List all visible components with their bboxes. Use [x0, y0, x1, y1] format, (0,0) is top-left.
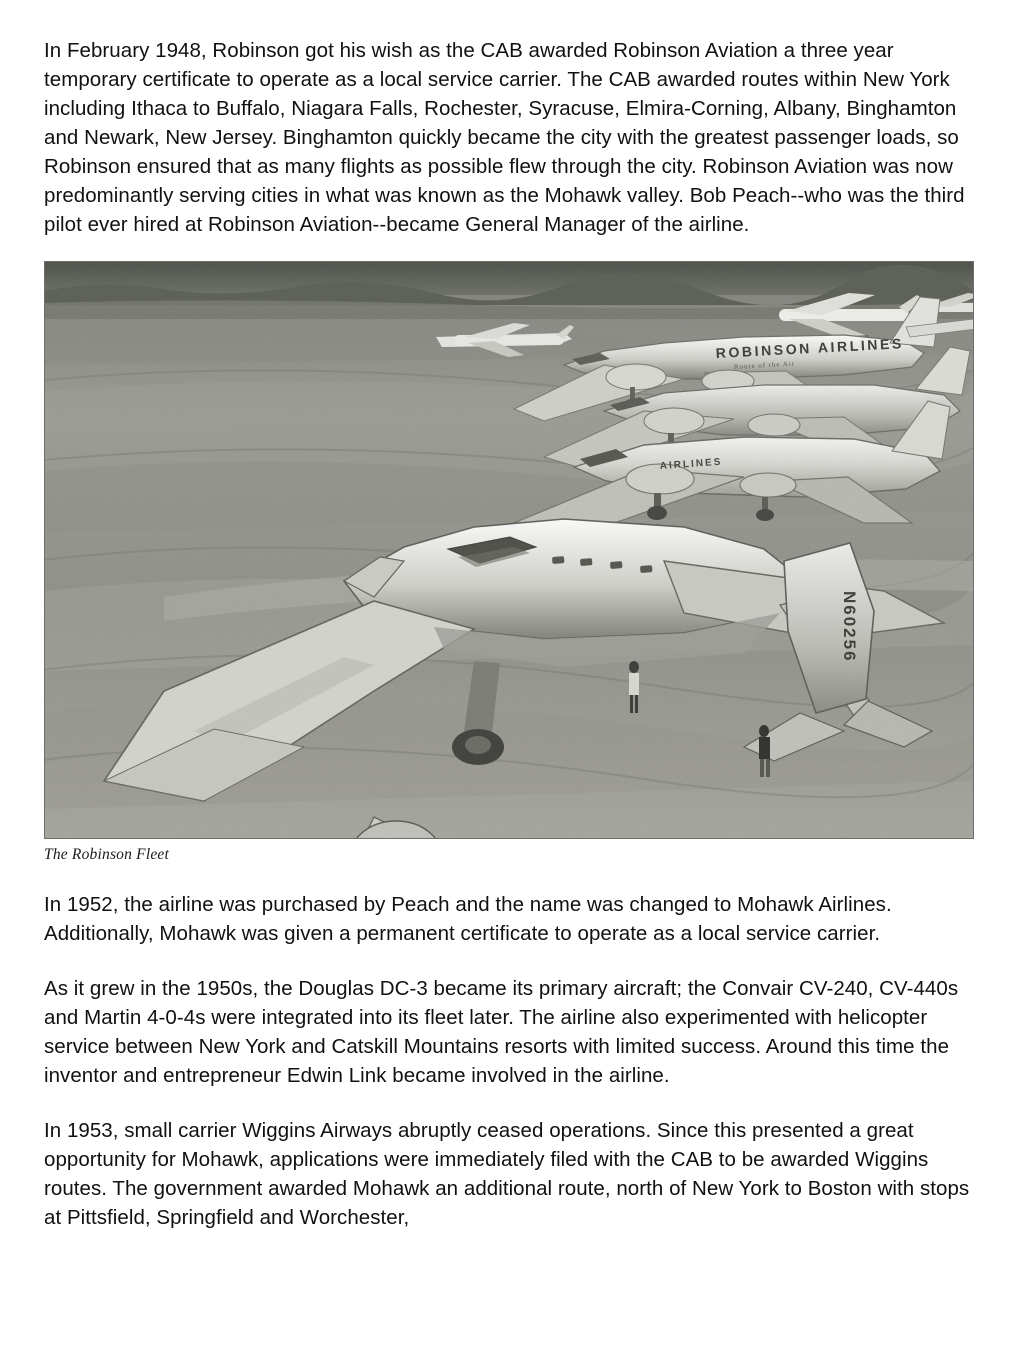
paragraph-1: In February 1948, Robinson got his wish as the CAB awarded Robinson Aviation a three year temporary certificate to operate as a local service carrier. The CAB awarded routes within New York including Ithaca to Buffalo, Niagara Falls, Rochester, Syracuse, Elmira-Corning, Albany, Binghamton and Newark, New Jersey. Binghamton quickly became the city with the greatest passenger loads, so Robinson ensured that as many flights as possible flew through the city. Robinson Aviation was now predominantly serving cities in what was known as the Mohawk valley. Bob Peach--who was the third pilot ever hired at Robinson Aviation--became General Manager of the airline. [44, 39, 965, 236]
figure-caption: The Robinson Fleet [44, 846, 169, 863]
spacer [44, 864, 978, 890]
spacer [44, 1090, 978, 1116]
paragraph-3: As it grew in the 1950s, the Douglas DC-3 became its primary aircraft; the Convair CV-240, CV-440s and Martin 4-0-4s were integrated into its fleet later. The airline also experimented with helicopter service between New York and Catskill Mountains resorts with limited success. Around this time the inventor and entrepreneur Edwin Link became involved in the airline. [44, 977, 959, 1087]
paragraph-4: In 1953, small carrier Wiggins Airways abruptly ceased operations. Since this presented a great opportunity for Mohawk, applications were immediately filed with the CAB to be awarded Wiggins routes. The government awarded Mohawk an additional route, north of New York to Boston with stops at Pittsfield, Springfield and Worchester, [44, 1119, 970, 1229]
spacer [44, 948, 978, 974]
figure-robinson-fleet [44, 261, 974, 864]
photo-robinson-fleet [44, 261, 974, 839]
paragraph-2: In 1952, the airline was purchased by Peach and the name was changed to Mohawk Airlines. Additionally, Mohawk was given a permanent certificate to operate as a local service carrier. [44, 893, 892, 945]
photo-illustration [44, 261, 974, 839]
